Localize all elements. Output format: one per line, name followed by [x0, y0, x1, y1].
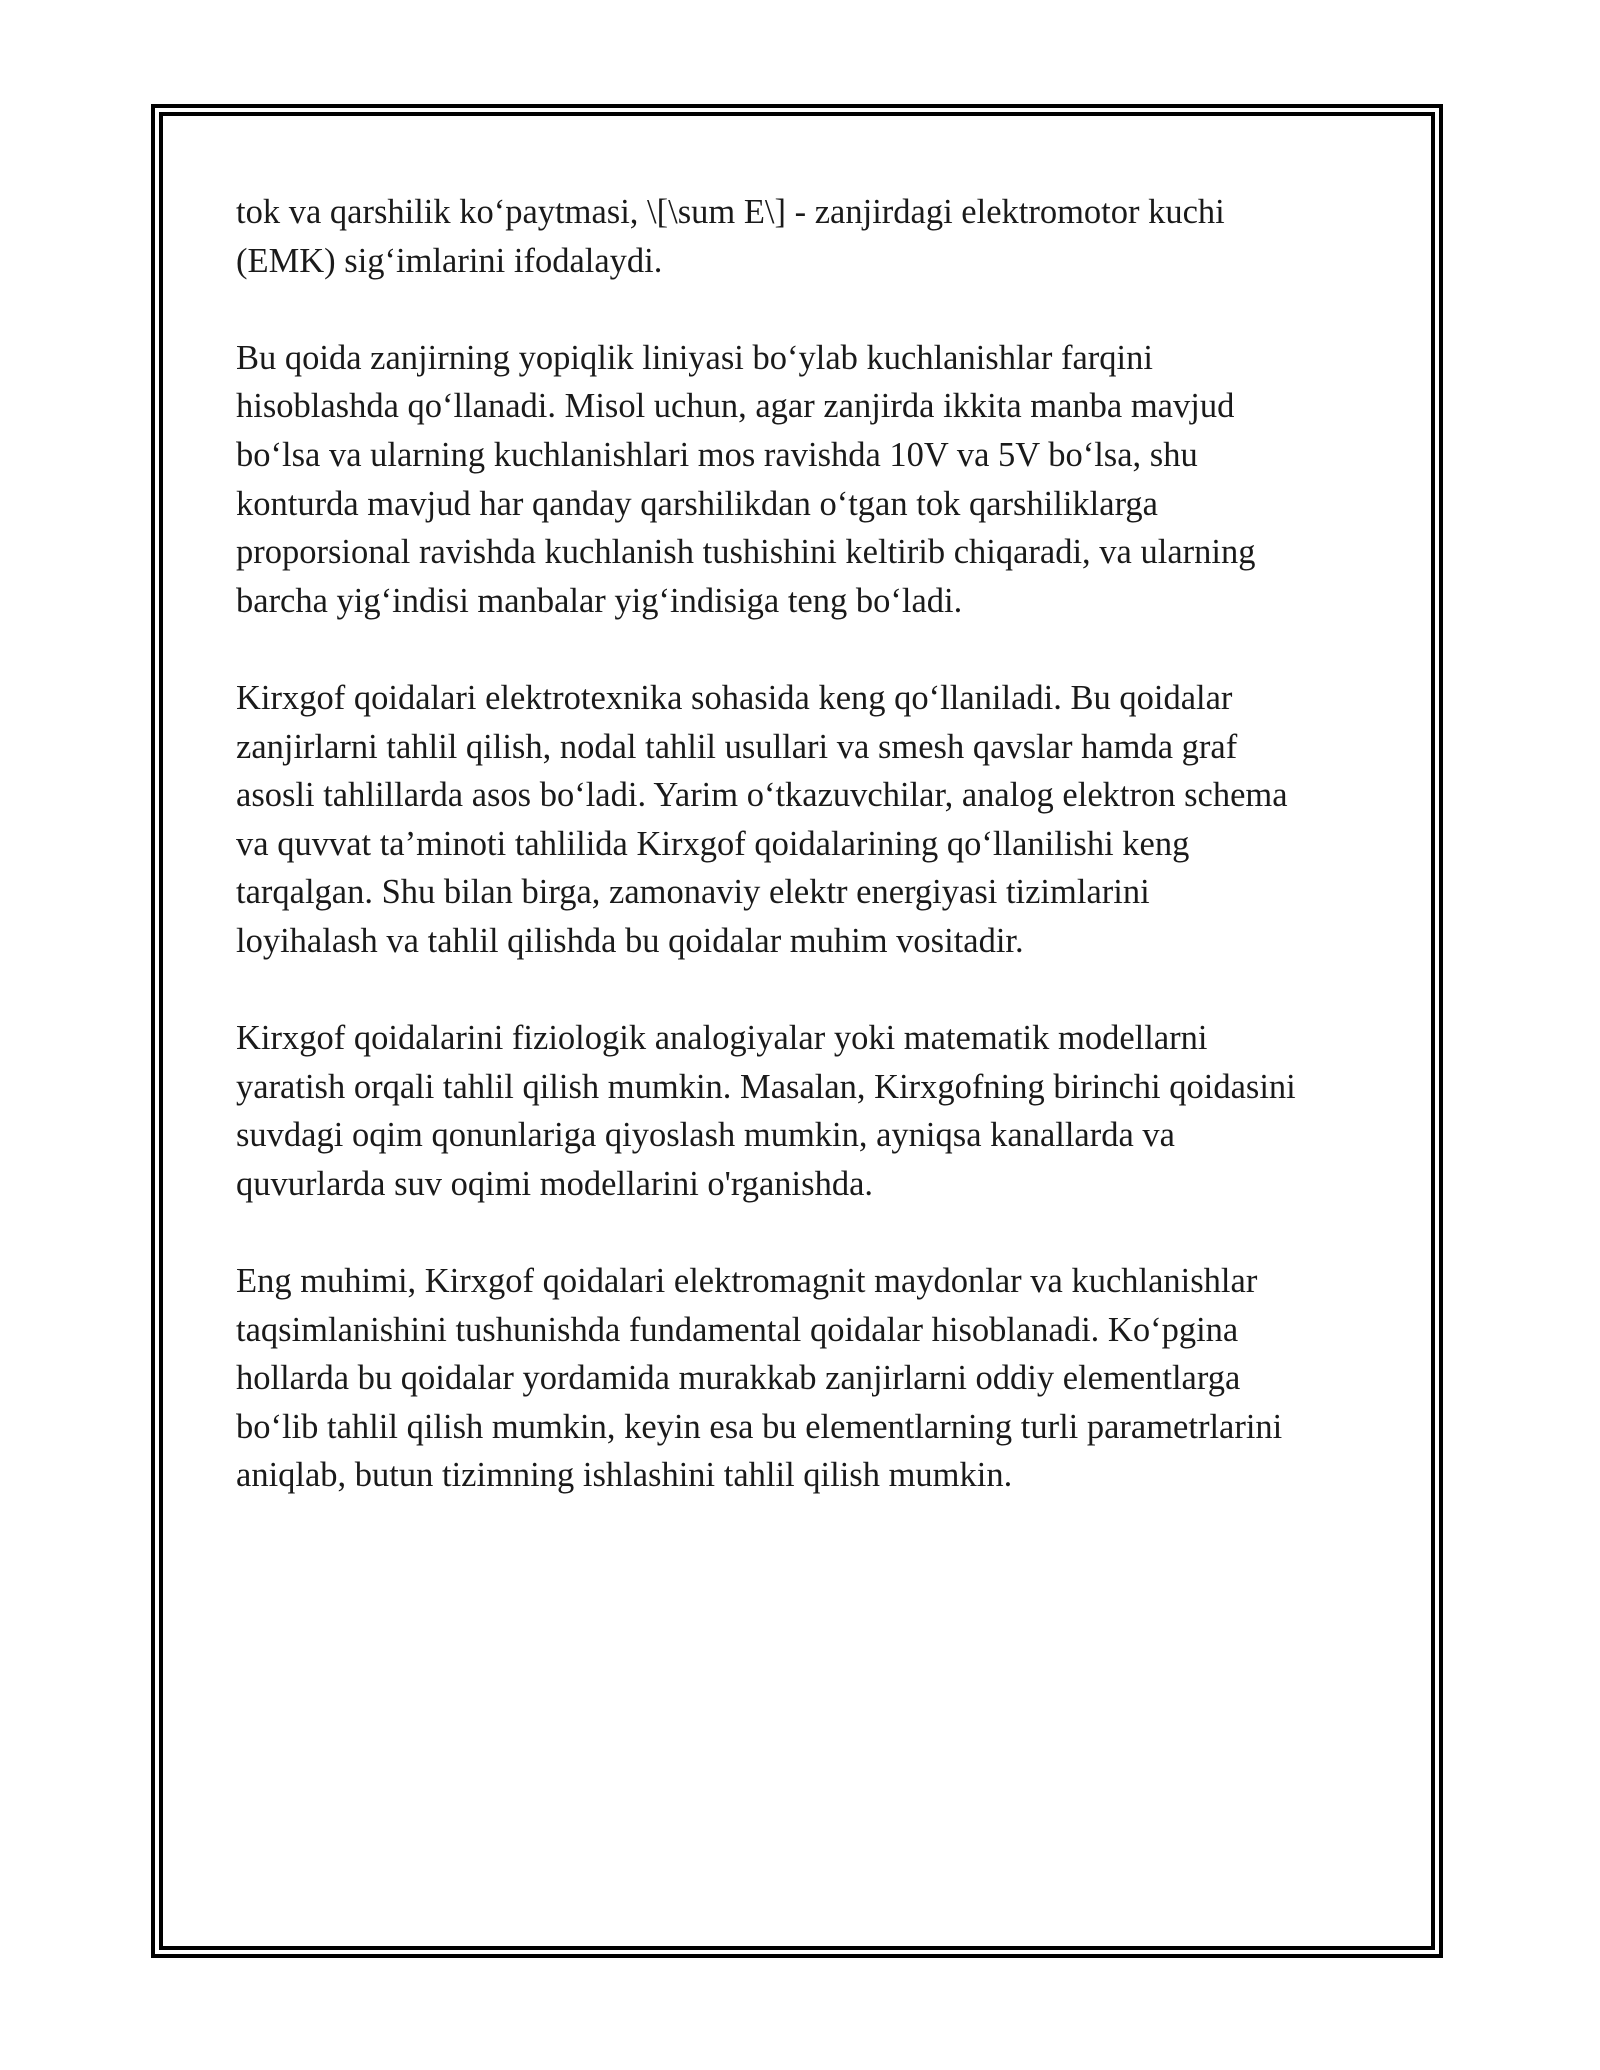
- paragraph-5: Eng muhimi, Kirxgof qoidalari elektromagnit maydonlar va kuchlanishlar taqsimlanishini tushunishda fundamental qoidalar hisoblanadi. Ko‘pgina hollarda bu qoidalar yordamida murakkab zanjirlarni oddiy elementlarga bo‘lib tahlil qilish mumkin, keyin esa bu elementlarning turli parametrlarini aniqlab, butun tizimning ishlashini tahlil qilish mumkin.: [236, 1262, 1283, 1495]
- paragraph-1: tok va qarshilik ko‘paytmasi, \[\sum E\] - zanjirdagi elektromotor kuchi (EMK) sig‘imlarini ifodalaydi.: [236, 193, 1225, 280]
- paragraph-3: Kirxgof qoidalari elektrotexnika sohasida keng qo‘llaniladi. Bu qoidalar zanjirlarni tahlil qilish, nodal tahlil usullari va smesh qavslar hamda graf asosli tahlillarda asos bo‘ladi. Yarim o‘tkazuvchilar, analog elektron schema va quvvat ta’minoti tahlilida Kirxgof qoidalarining qo‘llanilishi keng tarqalgan. Shu bilan birga, zamonaviy elektr energiyasi tizimlarini loyihalash va tahlil qilishda bu qoidalar muhim vositadir.: [236, 678, 1288, 960]
- paragraph-2: Bu qoida zanjirning yopiqlik liniyasi bo‘ylab kuchlanishlar farqini hisoblashda qo‘llanadi. Misol uchun, agar zanjirda ikkita manba mavjud bo‘lsa va ularning kuchlanishlari mos ravishda 10V va 5V bo‘lsa, shu konturda mavjud har qanday qarshilikdan o‘tgan tok qarshiliklarga proporsional ravishda kuchlanish tushishini keltirib chiqaradi, va ularning barcha yig‘indisi manbalar yig‘indisiga teng bo‘ladi.: [236, 338, 1256, 620]
- paragraph-4: Kirxgof qoidalarini fiziologik analogiyalar yoki matematik modellarni yaratish orqali tahlil qilish mumkin. Masalan, Kirxgofning birinchi qoidasini suvdagi oqim qonunlariga qiyoslash mumkin, ayniqsa kanallarda va quvurlarda suv oqimi modellarini o'rganishda.: [236, 1019, 1296, 1203]
- document-body: [236, 188, 1366, 1549]
